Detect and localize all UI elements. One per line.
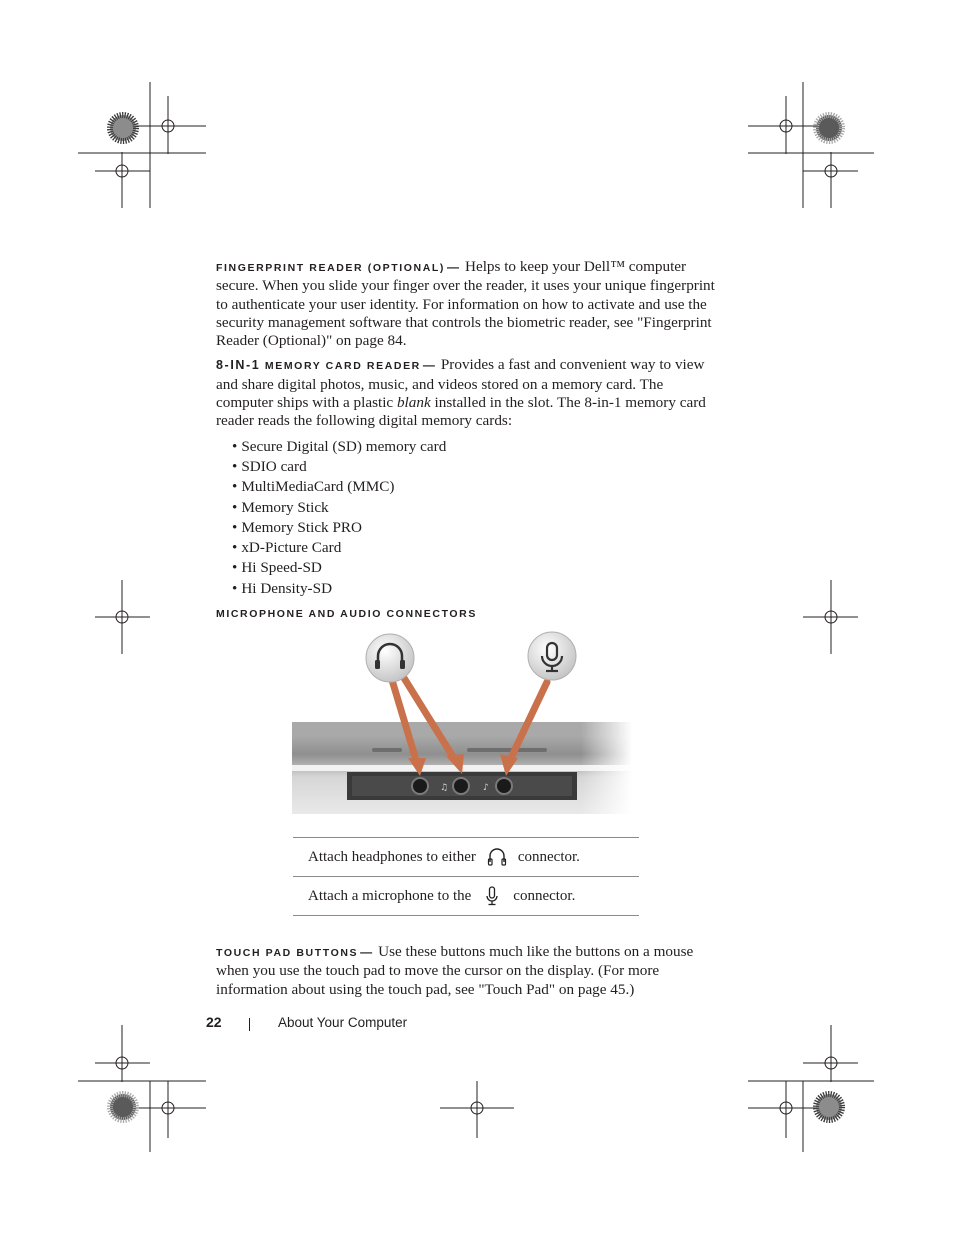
list-item: • xD-Picture Card	[232, 538, 716, 558]
microphone-instruction-end: connector.	[513, 887, 576, 904]
touchpad-paragraph	[216, 943, 716, 999]
audio-connectors-figure	[292, 630, 632, 820]
list-item: • Memory Stick PRO	[232, 518, 716, 538]
card-reader-heading-number: 8-IN-1	[216, 358, 261, 373]
touchpad-heading: TOUCH PAD BUTTONS	[216, 947, 359, 960]
chapter-title: About Your Computer	[278, 1015, 408, 1030]
audio-connector-table	[293, 837, 639, 916]
table-row	[293, 876, 639, 916]
list-item: • Hi Density-SD	[232, 579, 716, 599]
list-item: • MultiMediaCard (MMC)	[232, 477, 716, 497]
microphone-icon	[481, 885, 503, 907]
list-item: • Hi Speed-SD	[232, 558, 716, 578]
headphones-instruction-end: connector.	[517, 848, 580, 865]
headphones-instruction: Attach headphones to either	[308, 848, 476, 865]
list-item: • Secure Digital (SD) memory card	[232, 437, 716, 457]
card-reader-heading-text: MEMORY CARD READER	[264, 360, 421, 373]
card-reader-paragraph	[216, 356, 716, 430]
table-row	[293, 837, 639, 876]
fingerprint-paragraph	[216, 258, 716, 350]
main-content	[216, 258, 716, 623]
audio-heading: MICROPHONE AND AUDIO CONNECTORS	[216, 608, 477, 621]
card-reader-dash: —	[422, 358, 435, 373]
fingerprint-body: Helps to keep your Dell™ computer secure. When you slide your finger over the reader, it uses your unique fingerprint to authenticate your user identity. For information on how to activate and use the security management software that controls the biometric reader, see "Fingerprint Reader (Optional)" on page 84.	[216, 258, 715, 350]
card-reader-body-italic: blank	[396, 394, 431, 412]
list-item: • Memory Stick	[232, 498, 716, 518]
card-reader-body-after: installed in the slot. The 8-in-1 memory card reader reads the following digital memory cards:	[216, 394, 706, 430]
headphones-icon	[486, 846, 508, 868]
card-reader-body-before: Provides a fast and convenient way to view and share digital photos, music, and videos stored on a memory card. The computer ships with a plastic	[216, 356, 705, 412]
footer-separator	[249, 1018, 250, 1031]
microphone-instruction: Attach a microphone to the	[308, 887, 472, 904]
list-item: • SDIO card	[232, 457, 716, 477]
touchpad-dash: —	[360, 945, 373, 960]
memory-card-list	[216, 437, 716, 599]
card-reader-heading	[216, 360, 421, 372]
fingerprint-heading: FINGERPRINT READER (OPTIONAL)	[216, 262, 445, 274]
fingerprint-dash: —	[446, 260, 459, 274]
page-number: 22	[206, 1014, 222, 1030]
touchpad-body: Use these buttons much like the buttons on a mouse when you use the touch pad to move the cursor on the display. (For more information about using the touch pad, see "Touch Pad" on page 45.)	[216, 943, 694, 998]
